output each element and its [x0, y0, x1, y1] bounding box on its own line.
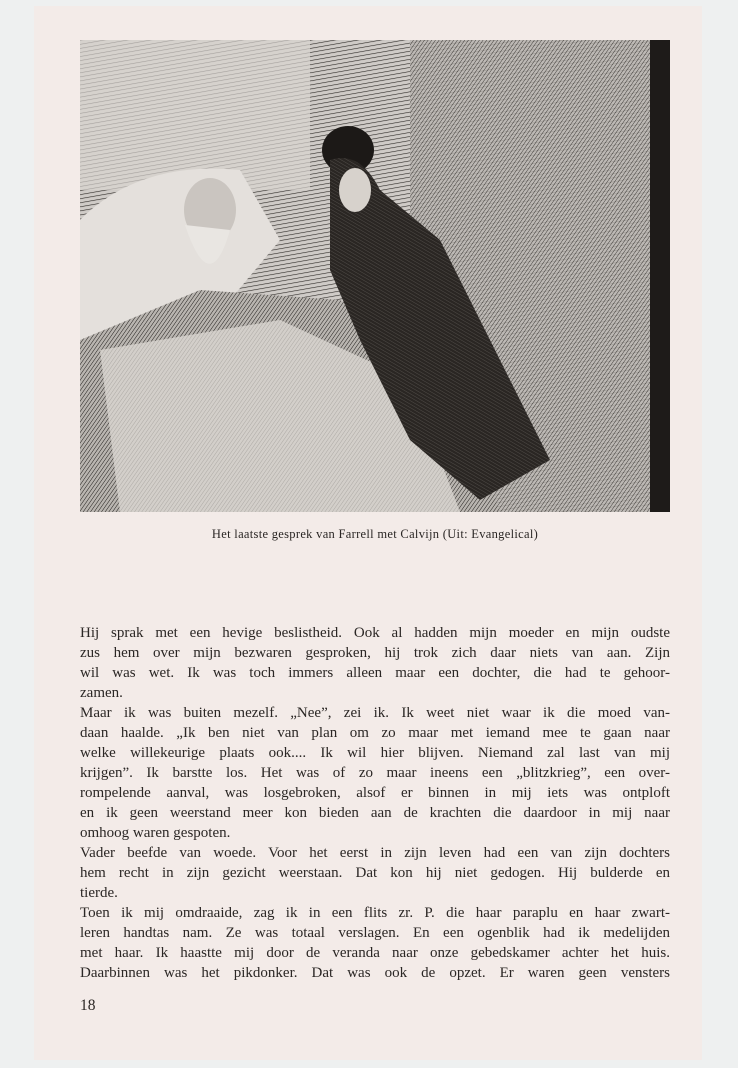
text-line: hem recht in zijn gezicht weerstaan. Dat kon hij niet gedogen. Hij bulderde en [80, 865, 670, 881]
text-line: zus hem over mijn bezwaren gesproken, hij trok zich daar niets van aan. Zijn [80, 645, 670, 661]
page-number: 18 [80, 997, 96, 1014]
text-line: krijgen”. Ik barstte los. Het was of zo maar ineens een „blitzkrieg”, een over- [80, 765, 670, 781]
body-text [80, 623, 670, 983]
text-line: Daarbinnen was het pikdonker. Dat was ook de opzet. Er waren geen vensters [80, 965, 670, 981]
text-line: welke willekeurige plaats ook.... Ik wil hier blijven. Niemand zal last van mij [80, 745, 670, 761]
text-line: en ik geen weerstand meer kon bieden aan de krachten die daardoor in mij naar [80, 805, 670, 821]
book-page [34, 6, 702, 1060]
illustration-caption: Het laatste gesprek van Farrell met Calvijn (Uit: Evangelical) [211, 527, 539, 541]
text-line: daan haalde. „Ik ben niet van plan om zo maar met iemand mee te gaan naar [80, 725, 670, 741]
text-line: rompelende aanval, was losgebroken, alsof er binnen in mij iets was ontploft [80, 785, 670, 801]
text-line: Toen ik mij omdraaide, zag ik in een flits zr. P. die haar paraplu en haar zwart- [80, 905, 670, 921]
text-line: met haar. Ik haastte mij door de veranda naar onze gebedskamer achter het huis. [80, 945, 670, 961]
text-line: Maar ik was buiten mezelf. „Nee”, zei ik. Ik weet niet waar ik die moed van- [80, 705, 670, 721]
text-line: omhoog waren gespoten. [80, 825, 231, 841]
text-line: Hij sprak met een hevige beslistheid. Ook al hadden mijn moeder en mijn oudste [80, 625, 670, 641]
text-line: zamen. [80, 685, 123, 701]
text-line: wil was wet. Ik was toch immers alleen maar een dochter, die had te gehoor- [80, 665, 670, 681]
text-line: tierde. [80, 885, 118, 901]
text-line: Vader beefde van woede. Voor het eerst in zijn leven had een van zijn dochters [80, 845, 670, 861]
engraving-illustration [80, 40, 670, 512]
text-line: leren handtas nam. Ze was totaal verslagen. En een ogenblik had ik medelijden [80, 925, 670, 941]
